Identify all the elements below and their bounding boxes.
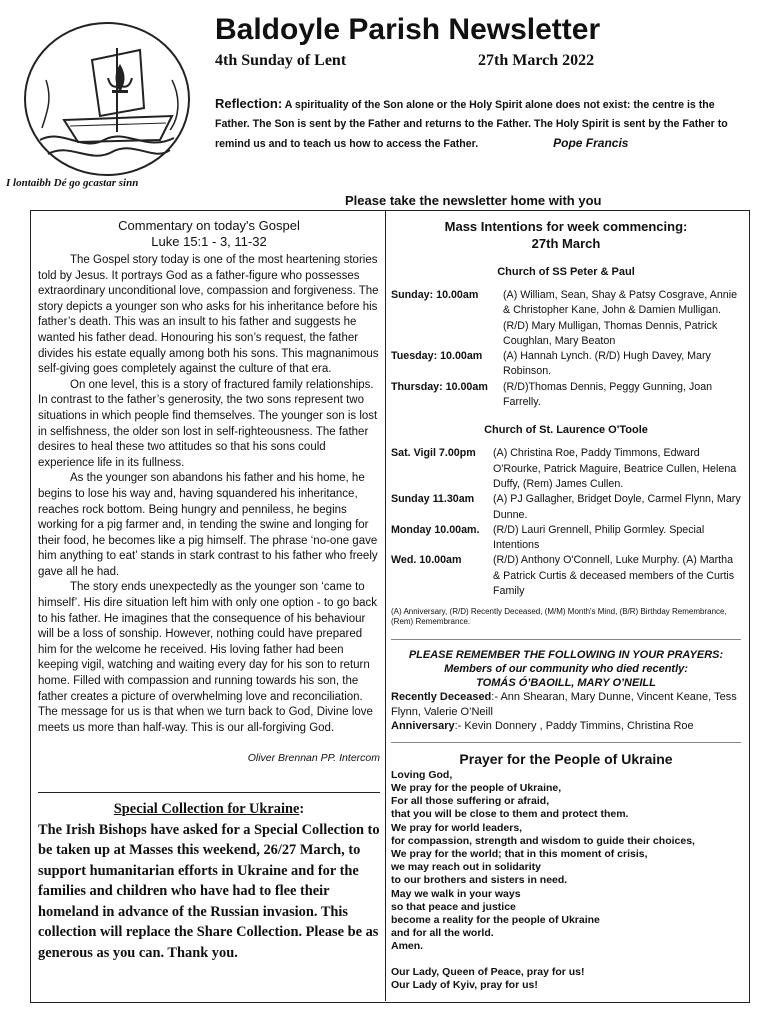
prayer-line: and for all the world. <box>391 927 494 940</box>
mass-time: Sunday 11.30am <box>391 493 475 506</box>
left-column <box>38 218 380 963</box>
parish-crest-logo <box>22 20 192 178</box>
mass-row <box>391 446 741 492</box>
anniversary-label: Anniversary <box>391 720 455 733</box>
mass-time: Wed. 10.00am <box>391 554 462 567</box>
mass-row <box>391 380 741 411</box>
mass-row <box>391 523 741 554</box>
mass-time: Sat. Vigil 7.00pm <box>391 447 476 460</box>
mass-time: Monday 10.00am. <box>391 523 480 536</box>
gospel-heading: Commentary on today's Gospel <box>118 218 300 233</box>
mass-time: Tuesday: 10.00am <box>391 350 483 363</box>
newsletter-date: 27th March 2022 <box>478 52 595 69</box>
prayer-heading: Prayer for the People of Ukraine <box>459 750 673 767</box>
gospel-paragraph: On one level, this is a story of fractured family relationships. In contrast to the father’s generosity, the two sons represent two situations in which people find themselves. The younger son is lost in selfishness, the older son lost in self-righteousness. The father desires to heal these two attitudes so that his sons could experience life in its fullness. <box>38 378 378 469</box>
take-home-notice: Please take the newsletter home with you <box>345 193 602 208</box>
church-name: Church of SS Peter & Paul <box>497 266 635 278</box>
special-collection-title: Special Collection for Ukraine <box>113 801 300 818</box>
logo-caption: I lontaibh Dé go gcastar sinn <box>6 177 139 189</box>
gospel-commentary <box>38 253 380 736</box>
anniversary <box>391 719 741 734</box>
column-divider <box>385 211 386 1001</box>
prayer-line: May we walk in your ways <box>391 887 521 900</box>
mass-intention: (A) Christina Roe, Paddy Timmons, Edward O'Rourke, Patrick Maguire, Beatrice Cullen, Helena Duffy, (Rem) James Cullen. <box>493 447 737 490</box>
anniversary-names: :- Kevin Donnery , Paddy Timmins, Christina Roe <box>454 720 694 733</box>
prayer-line: so that peace and justice <box>391 900 516 913</box>
prayer-line: Loving God, <box>391 768 453 781</box>
prayer-line: that you will be close to them and protect them. <box>391 808 629 821</box>
prayer-line: Amen. <box>391 940 424 953</box>
gospel-paragraph: The story ends unexpectedly as the younger son ‘came to himself’. His dire situation left him with only one option - to go back to his father. He imagines that the consequence of his behaviour will be a loss of sonship. However, nothing could have prepared him for the welcome he received. His loving father had been keeping vigil, watching and waiting every day for his son to return home. Filled with compassion and running towards his son, the father creates a picture of overwhelming love and reconciliation. The message for us is that when we turn back to God, Divine love meets us more than half-way. This is our all-forgiving God. <box>38 581 377 734</box>
mass-intention: (R/D) Lauri Grennell, Philip Gormley. Special Intentions <box>493 523 705 552</box>
liturgical-sunday: 4th Sunday of Lent <box>215 52 347 69</box>
reflection-quote <box>215 94 747 154</box>
section-rule <box>38 792 380 793</box>
recently-deceased <box>391 690 741 719</box>
remember-names: TOMÁS Ó’BAOILL, MARY O’NEILL <box>476 677 656 690</box>
reflection-label: Reflection: <box>215 96 283 111</box>
special-collection-body: The Irish Bishops have asked for a Special Collection to be taken up at Masses this weekend, 26/27 March, to support humanitarian efforts in Ukraine and for the families and children who have had to flee their homeland in advance of the Russian invasion. This collection will replace the Share Collection. Please be as generous as you can. Thank you. <box>38 821 380 961</box>
reflection-text: A spirituality of the Son alone or the Holy Spirit alone does not exist: the centre is the Father. The Son is sent by the Father and returns to the Father. The Holy Spirit is sent by the Father to remind us and to teach us how to access the Father. <box>215 99 728 150</box>
prayer-closing: Our Lady of Kyiv, pray for us! <box>391 978 538 991</box>
church-name: Church of St. Laurence O'Toole <box>484 424 648 437</box>
right-column <box>391 218 741 992</box>
mass-intention: (A) Hannah Lynch. (R/D) Hugh Davey, Mary Robinson. <box>503 350 711 378</box>
section-rule <box>391 639 741 640</box>
mass-time: Sunday: 10.00am <box>391 289 479 301</box>
prayer-line: For all those suffering or afraid, <box>391 795 550 808</box>
mass-row <box>391 288 741 349</box>
gospel-reference: Luke 15:1 - 3, 11-32 <box>151 234 267 249</box>
reflection-author: Pope Francis <box>553 136 629 150</box>
prayer-line: for compassion, strength and wisdom to guide their choices, <box>391 834 695 847</box>
prayer-line: to our brothers and sisters in need. <box>391 874 568 887</box>
ukraine-prayer <box>391 769 741 992</box>
mass-row <box>391 492 741 523</box>
recently-deceased-names: :- Ann Shearan, Mary Dunne, Vincent Keane, Tess Flynn, Valerie O’Neill <box>391 691 737 718</box>
recently-deceased-label: Recently Deceased <box>391 691 492 704</box>
prayer-line: We pray for world leaders, <box>391 821 523 834</box>
newsletter-title: Baldoyle Parish Newsletter <box>215 13 601 46</box>
remember-heading: PLEASE REMEMBER THE FOLLOWING IN YOUR PRAYERS: <box>408 649 724 662</box>
mass-intention: (A) William, Sean, Shay & Patsy Cosgrave, Annie & Christopher Kane, John & Damien Mulligan. (R/D) Mary Mulligan, Thomas Dennis, Patrick Coughlan, Mary Beaton <box>503 289 738 347</box>
prayer-line: We pray for the world; that in this moment of crisis, <box>391 848 648 861</box>
special-collection-notice <box>38 799 380 963</box>
gospel-signature: Oliver Brennan PP. Intercom <box>247 752 380 765</box>
mass-time: Thursday: 10.00am <box>391 380 488 393</box>
mass-week: 27th March <box>531 236 601 251</box>
gospel-paragraph: The Gospel story today is one of the most heartening stories told by Jesus. It portrays God as a father-figure who possesses extraordinary unconditional love, compassion and forgiveness. The story depicts a younger son who asks for his inheritance before his father’s death. This was an insult to his father and suggests he wanted his father dead. Honouring his son’s request, the father divides his estate equally among both his sons. This magnanimous self-giving goes completely against the culture of that era. <box>38 254 379 376</box>
special-collection-colon: : <box>299 801 305 818</box>
mass-intention: (R/D) Anthony O'Connell, Luke Murphy. (A) Martha & Patrick Curtis & deceased members of the Curtis Family <box>493 554 735 598</box>
section-rule <box>391 742 741 743</box>
mass-intention: (R/D)Thomas Dennis, Peggy Gunning, Joan Farrelly. <box>503 380 713 409</box>
prayer-closing: Our Lady, Queen of Peace, pray for us! <box>391 965 585 978</box>
mass-row <box>391 553 741 599</box>
prayer-line: we may reach out in solidarity <box>391 861 541 874</box>
mass-heading: Mass Intentions for week commencing: <box>444 219 688 234</box>
intention-legend: (A) Anniversary, (R/D) Recently Deceased, (M/M) Month's Mind, (B/R) Birthday Remembrance, (Rem) Remembrance. <box>391 607 727 627</box>
prayer-line: become a reality for the people of Ukraine <box>391 914 600 927</box>
mass-intention: (A) PJ Gallagher, Bridget Doyle, Carmel Flynn, Mary Dunne. <box>493 493 741 521</box>
mass-row <box>391 349 741 380</box>
gospel-paragraph: As the younger son abandons his father and his home, he begins to lose his way and, having squandered his inheritance, reaches rock bottom. Being hungry and penniless, he begins working for a pig farmer and, in tending the swine and longing for their food, he becomes like a pig himself. The phrase ‘no-one gave him anything to eat’ stands in stark contrast to his father who freely gave all he had. <box>38 472 378 578</box>
remember-subheading: Members of our community who died recently: <box>444 663 688 676</box>
prayer-line: We pray for the people of Ukraine, <box>391 782 562 795</box>
